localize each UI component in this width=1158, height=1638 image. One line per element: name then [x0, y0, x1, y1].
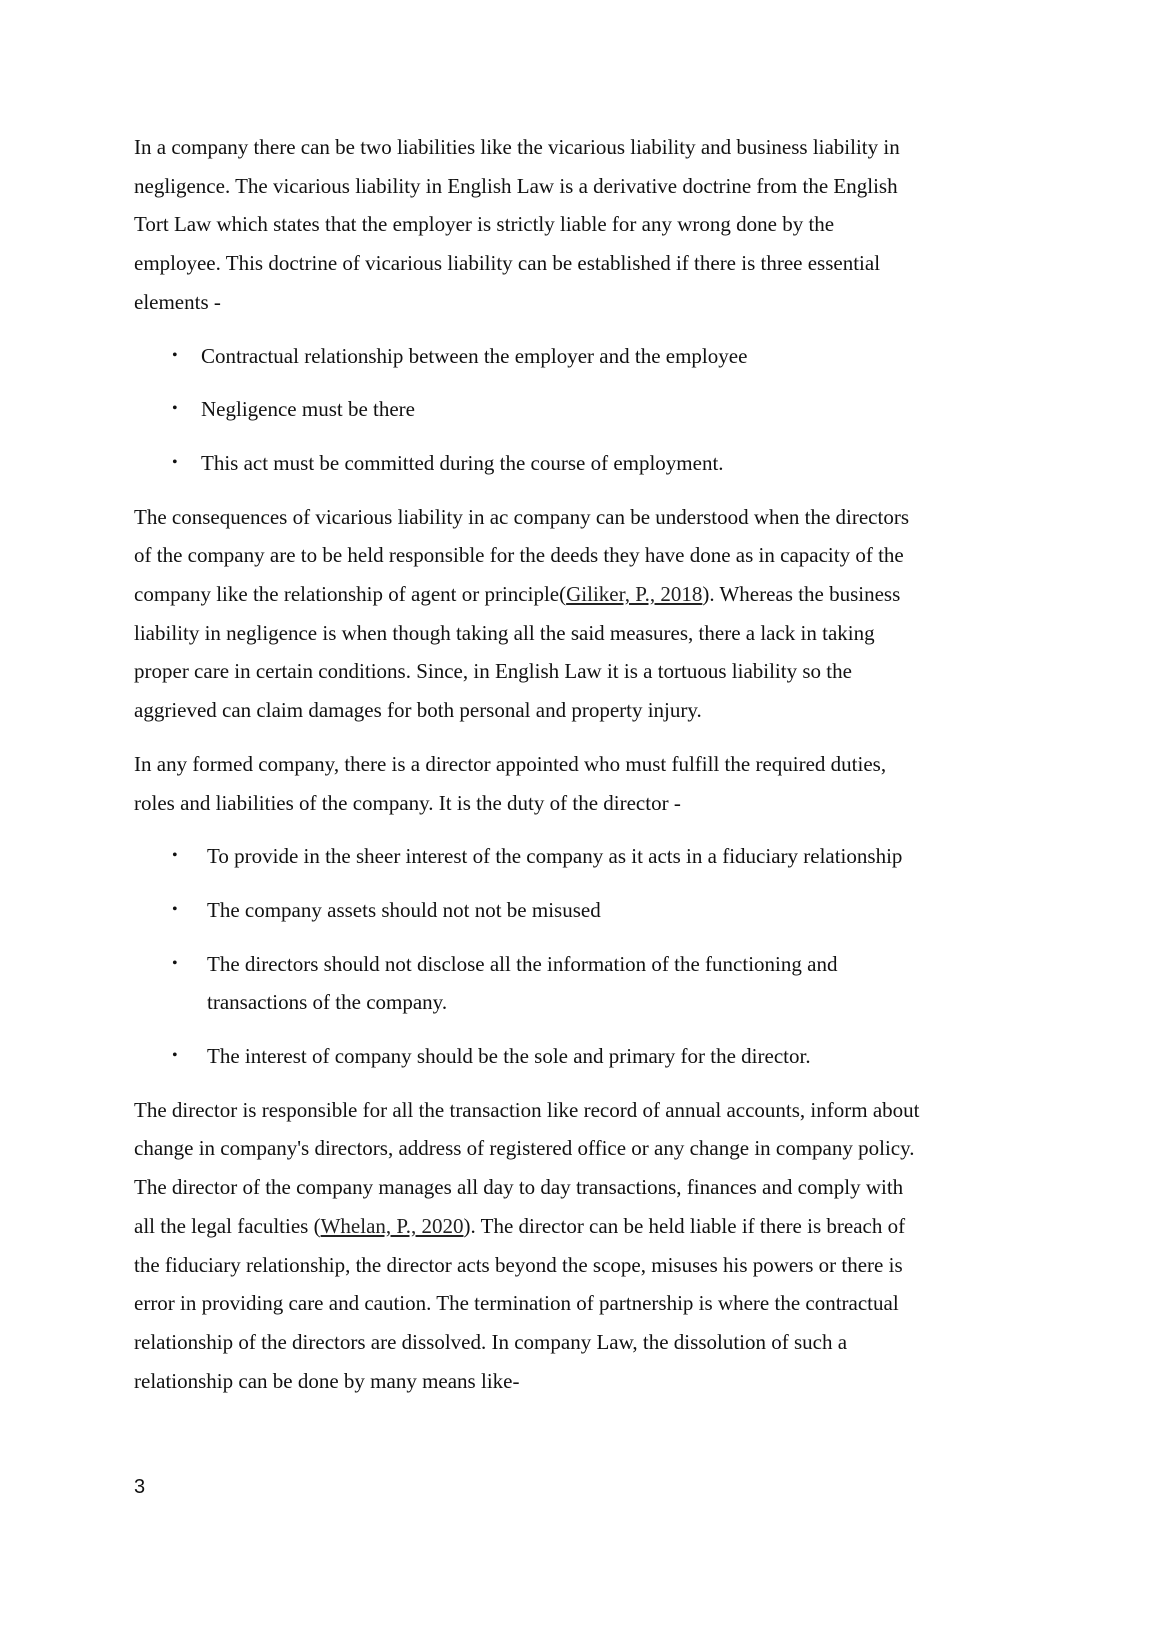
- text-line: error in providing care and caution. The termination of partnership is where the contractual: [134, 1291, 899, 1316]
- text-line: liability in negligence is when though taking all the said measures, there a lack in taking: [134, 620, 875, 645]
- text-line: change in company's directors, address of registered office or any change in company policy.: [134, 1136, 915, 1161]
- bullet-icon: •: [172, 847, 178, 865]
- paragraph-director-duties: [134, 745, 994, 822]
- list-item: • To provide in the sheer interest of the company as it acts in a fiduciary relationship: [134, 837, 994, 876]
- text-line: negligence. The vicarious liability in English Law is a derivative doctrine from the English: [134, 173, 898, 198]
- text-line: Tort Law which states that the employer is strictly liable for any wrong done by the: [134, 212, 835, 237]
- paragraph-consequences: [134, 498, 994, 730]
- bullet-icon: •: [172, 954, 178, 972]
- list-item: • The company assets should not not be misused: [134, 891, 994, 930]
- page-number: 3: [134, 1476, 146, 1498]
- text-line: elements -: [134, 289, 221, 314]
- list-item: • The interest of company should be the sole and primary for the director.: [134, 1037, 994, 1076]
- list-item: • Negligence must be there: [134, 390, 994, 429]
- text-segment: company like the relationship of agent or principle(: [134, 582, 567, 607]
- text-line: of the company are to be held responsible for the deeds they have done as in capacity of the: [134, 543, 904, 568]
- bullet-icon: •: [172, 400, 178, 418]
- text-line: The consequences of vicarious liability in ac company can be understood when the directors: [134, 504, 909, 529]
- text-line: the fiduciary relationship, the director acts beyond the scope, misuses his powers or there is: [134, 1252, 903, 1277]
- text-line: The director is responsible for all the transaction like record of annual accounts, inform about: [134, 1097, 920, 1122]
- text-line: relationship of the directors are dissolved. In company Law, the dissolution of such a: [134, 1329, 848, 1354]
- text-line: employee. This doctrine of vicarious liability can be established if there is three essential: [134, 251, 881, 276]
- list-item: • The directors should not disclose all the information of the functioning and transactions of the company.: [134, 945, 994, 1022]
- bullet-icon: •: [172, 900, 178, 918]
- list-item: • This act must be committed during the course of employment.: [134, 444, 994, 483]
- text-line: [134, 575, 994, 614]
- bullet-icon: •: [172, 1047, 178, 1065]
- bullet-icon: •: [172, 346, 178, 364]
- list-item: • Contractual relationship between the employer and the employee: [134, 337, 994, 376]
- text-line: proper care in certain conditions. Since, in English Law it is a tortuous liability so the: [134, 659, 852, 684]
- paragraph-vicarious-liability: [134, 128, 994, 322]
- text-segment: ). The director can be held liable if there is breach of: [463, 1213, 906, 1238]
- citation-link-whelan[interactable]: Whelan, P., 2020: [320, 1213, 464, 1238]
- bullet-icon: •: [172, 453, 178, 471]
- text-line: The director of the company manages all day to day transactions, finances and comply with: [134, 1175, 904, 1200]
- text-segment: all the legal faculties (: [134, 1213, 321, 1238]
- text-segment: ). Whereas the business: [702, 582, 901, 607]
- citation-link-giliker[interactable]: Giliker, P., 2018: [566, 582, 703, 607]
- document-page: [134, 128, 994, 1415]
- paragraph-director-responsibility: [134, 1091, 994, 1401]
- text-line: In a company there can be two liabilities like the vicarious liability and business liability in: [134, 135, 900, 159]
- text-line: In any formed company, there is a director appointed who must fulfill the required duties,: [134, 751, 887, 776]
- text-line: aggrieved can claim damages for both personal and property injury.: [134, 698, 702, 723]
- text-line: relationship can be done by many means like-: [134, 1368, 520, 1393]
- text-line: [134, 1207, 994, 1246]
- text-line: roles and liabilities of the company. It is the duty of the director -: [134, 790, 681, 815]
